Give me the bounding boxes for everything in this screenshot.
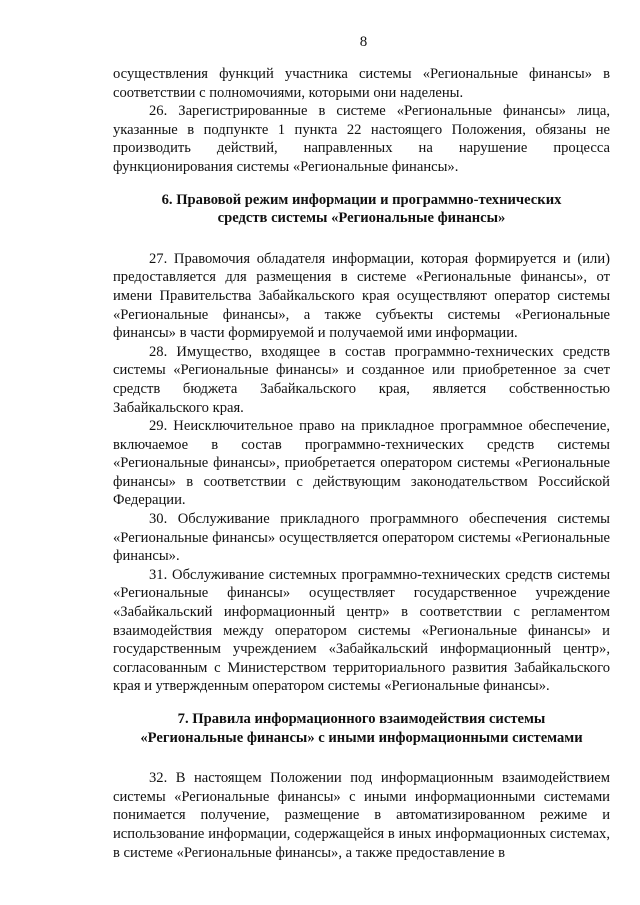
page-number: 8: [359, 34, 368, 50]
section-6-heading-line-1: 6. Правовой режим информации и программно-технических: [161, 191, 562, 208]
section-7-heading-line-2: «Региональные финансы» с иными информационными системами: [140, 729, 583, 746]
paragraph-29: 29. Неисключительное право на прикладное программное обеспечение, включаемое в состав программно-технических средств системы «Региональные финансы», приобретается оператором системы «Региональные финансы» в соответствии с действующим законодательством Российской Федерации.: [113, 418, 610, 509]
paragraph-31: 31. Обслуживание системных программно-технических средств системы «Региональные финансы» осуществляет государственное учреждение «Забайкальский информационный центр» в соответствии с регламентом взаимодействия между оператором системы «Региональные финансы» и государственным учреждением «Забайкальский информационный центр», согласованным с Министерством территориального развития Забайкальского края и утвержденным оператором системы «Региональные финансы».: [113, 566, 610, 695]
paragraph-32: 32. В настоящем Положении под информационным взаимодействием системы «Региональные финансы» с иными информационными системами понимается получение, размещение в автоматизированном режиме и использование информации, содержащейся в иных информационных системах, в системе «Региональные финансы», а также предоставление в: [113, 770, 610, 861]
section-6-heading-line-2: средств системы «Региональные финансы»: [217, 210, 506, 227]
section-6-heading: [113, 191, 610, 228]
paragraph-continued: осуществления функций участника системы «Региональные финансы» в соответствии с полномочиями, которыми они наделены.: [113, 66, 610, 101]
section-7-heading: [113, 710, 610, 747]
paragraph-30: 30. Обслуживание прикладного программного обеспечения системы «Региональные финансы» осуществляется оператором системы «Региональные финансы».: [113, 511, 610, 565]
paragraph-28: 28. Имущество, входящее в состав программно-технических средств системы «Региональные финансы» и созданное или приобретенное за счет средств бюджета Забайкальского края, является собственностью Забайкальского края.: [113, 343, 610, 416]
section-7-heading-line-1: 7. Правила информационного взаимодействия системы: [177, 711, 546, 727]
paragraph-27: 27. Правомочия обладателя информации, которая формируется и (или) предоставляется для размещения в системе «Региональные финансы», от имени Правительства Забайкальского края осуществляют оператор системы «Региональные финансы», а также субъекты системы «Региональные финансы» в части формируемой и получаемой ими информации.: [113, 250, 610, 342]
paragraph-26: 26. Зарегистрированные в системе «Региональные финансы» лица, указанные в подпункте 1 пункта 22 настоящего Положения, обязаны не производить действий, направленных на нарушение процесса функционирования системы «Региональные финансы».: [113, 103, 610, 175]
